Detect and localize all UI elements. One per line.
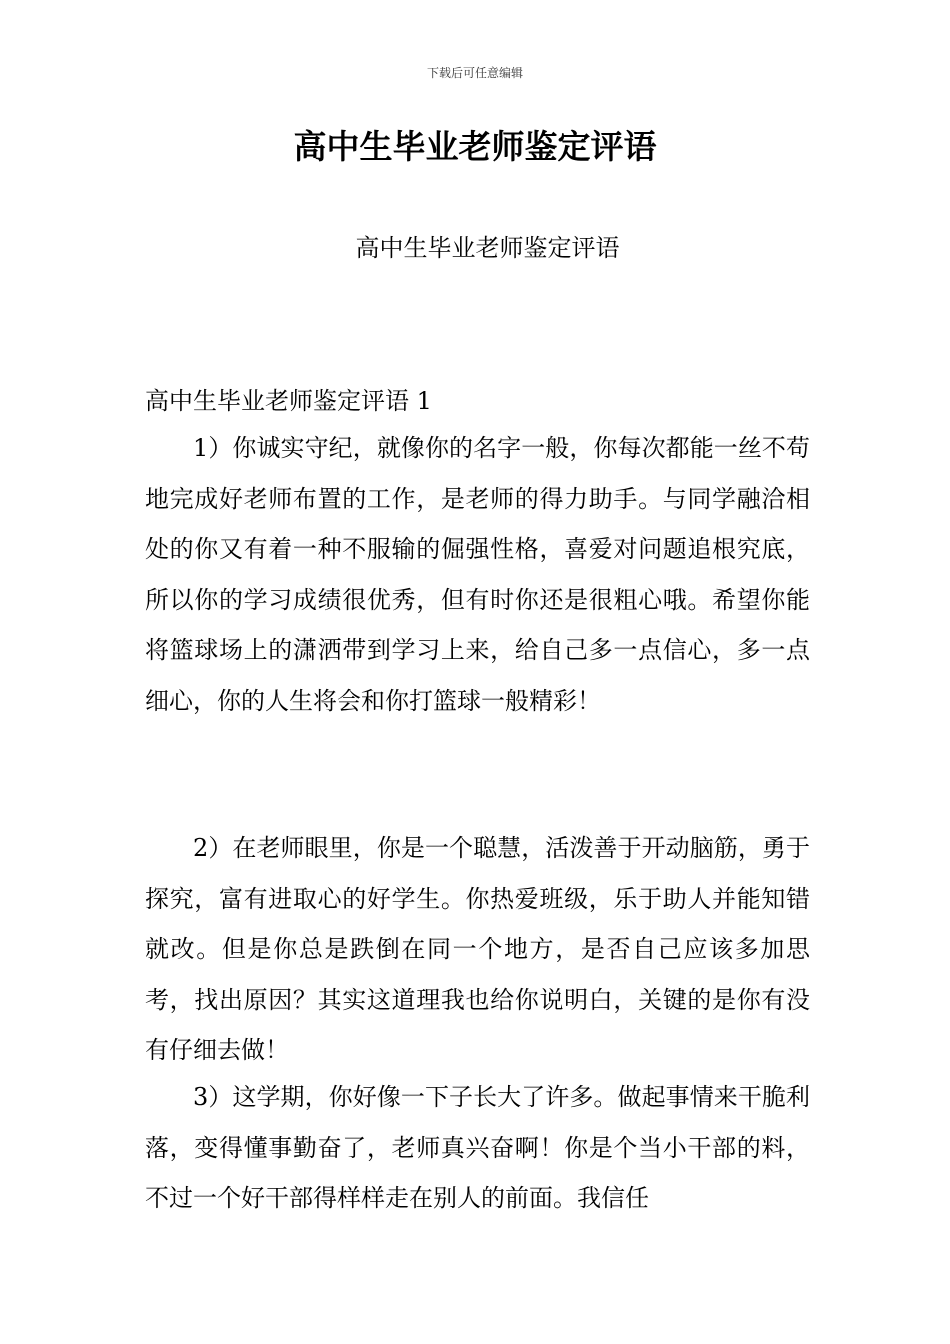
- document-title: 高中生毕业老师鉴定评语: [293, 127, 657, 166]
- header-note: 下载后可任意编辑: [426, 66, 523, 80]
- comment-paragraph-1: [145, 423, 810, 727]
- paragraph-text: 2）在老师眼里，你是一个聪慧，活泼善于开动脑筋，勇于探究，富有进取心的好学生。你热爱班级，乐于助人并能知错就改。但是你总是跌倒在同一个地方，是否自己应该多加思考，找出原因？其实这道理我也给你说明白，关键的是你有没有仔细去做！: [145, 834, 810, 1065]
- document-subtitle: 高中生毕业老师鉴定评语: [355, 234, 620, 262]
- paragraph-text: 1）你诚实守纪，就像你的名字一般，你每次都能一丝不苟地完成好老师布置的工作，是老师的得力助手。与同学融洽相处的你又有着一种不服输的倔强性格，喜爱对问题追根究底，所以你的学习成绩很优秀，但有时你还是很粗心哦。希望你能将篮球场上的潇洒带到学习上来，给自己多一点信心，多一点细心，你的人生将会和你打篮球一般精彩！: [145, 434, 810, 715]
- comment-paragraph-2: [145, 823, 810, 1076]
- section-heading: 高中生毕业老师鉴定评语 1: [145, 387, 432, 415]
- paragraph-text: 3）这学期，你好像一下子长大了许多。做起事情来干脆利落，变得懂事勤奋了，老师真兴奋啊！你是个当小干部的料，不过一个好干部得样样走在别人的前面。我信任: [145, 1083, 810, 1213]
- comment-paragraph-3: [145, 1072, 810, 1248]
